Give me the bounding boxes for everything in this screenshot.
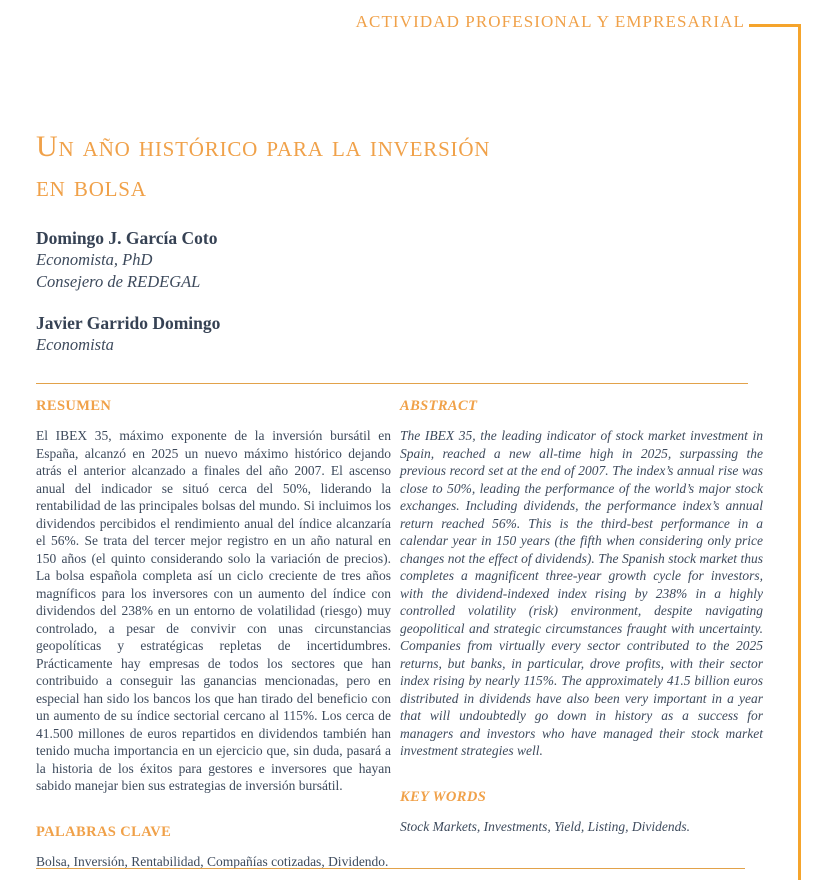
section-divider-bottom [36,868,745,869]
abstract-column [400,397,763,870]
authors-block [36,227,436,356]
summary-columns [36,397,763,870]
palabras-clave-text: Bolsa, Inversión, Rentabilidad, Compañías cotizadas, Dividendo. [36,853,389,869]
corner-rule-vertical [798,24,801,880]
article-title [36,127,676,207]
author-role: Economista, PhD [36,250,153,269]
section-category-label: ACTIVIDAD PROFESIONAL Y EMPRESARIAL [355,12,745,31]
author [36,227,436,293]
resumen-text: El IBEX 35, máximo exponente de la inversión bursátil en España, alcanzó en 2025 un nuevo máximo histórico dejando atrás el anterior alcanzado a finales del año 2007. El ascenso anual del indicador se situó cerca del 50%, liderando la rentabilidad de las principales bolsas del mundo. Si incluimos los dividendos percibidos el rendimiento anual del índice alcanzaría el 56%. Se trata del tercer mejor registro en un año natural en 150 años (el quinto considerando solo la variación de precios). La bolsa española completa así un ciclo creciente de tres años magníficos para los inversores con un aumento del índice con dividendos del 238% en un entorno de volatilidad (riesgo) muy controlado, a pesar de convivir con unas circunstancias geopolíticas y estratégicas repletas de incertidumbres. Prácticamente hay empresas de todos los sectores que han contribuido a conseguir las ganancias mencionadas, pero en especial han sido los bancos los que han tirado del beneficio con un aumento de su índice sectorial cercano al 115%. Los cerca de 41.500 millones de euros repartidos en dividendos también han tenido mucha importancia en un ejercicio que, sin duda, pasará a la historia de los éxitos para gestores e inversores que hayan sabido manejar bien sus estrategias de inversión bursátil. [36,428,391,793]
author-role: Economista [36,335,114,354]
author-role: Consejero de REDEGAL [36,272,201,291]
author-name: Domingo J. García Coto [36,228,218,248]
author [36,312,436,356]
resumen-heading: RESUMEN [36,398,112,414]
article-title-line-1: Un año histórico para la inversión [36,130,491,163]
abstract-text: The IBEX 35, the leading indicator of stock market investment in Spain, reached a new all-time high in 2025, surpassing the previous record set at the end of 2007. The index’s annual rise was close to 50%, leading the performance of the world’s major stock exchanges. Including dividends, the performance index’s annual return reached 56%. This is the third-best performance in a calendar year in 150 years (the fifth when considering only price changes not the effect of dividends). The Spanish stock market thus completes a magnificent three-year growth cycle for investors, with the dividend-indexed index rising by 238% in a highly controlled volatility (risk) environment, despite navigating geopolitical and strategic circumstances fraught with uncertainty. Companies from virtually every sector contributed to the 2025 returns, but banks, in particular, drove profits, with their sector index rising by nearly 115%. The approximately 41.5 billion euros distributed in dividends have also been very important in a year that will undoubtedly go down in history as a success for managers and investors who have managed their stock market investment strategies well. [400,428,763,758]
key-words-heading: KEY WORDS [400,788,487,805]
abstract-heading: ABSTRACT [400,398,478,414]
key-words-text: Stock Markets, Investments, Yield, Listing, Dividends. [400,818,690,834]
resumen-column [36,397,391,870]
corner-rule-horizontal [749,24,801,27]
author-name: Javier Garrido Domingo [36,313,221,333]
article-title-line-2: en bolsa [36,170,147,203]
palabras-clave-heading: PALABRAS CLAVE [36,823,172,840]
section-divider-top [36,383,748,384]
